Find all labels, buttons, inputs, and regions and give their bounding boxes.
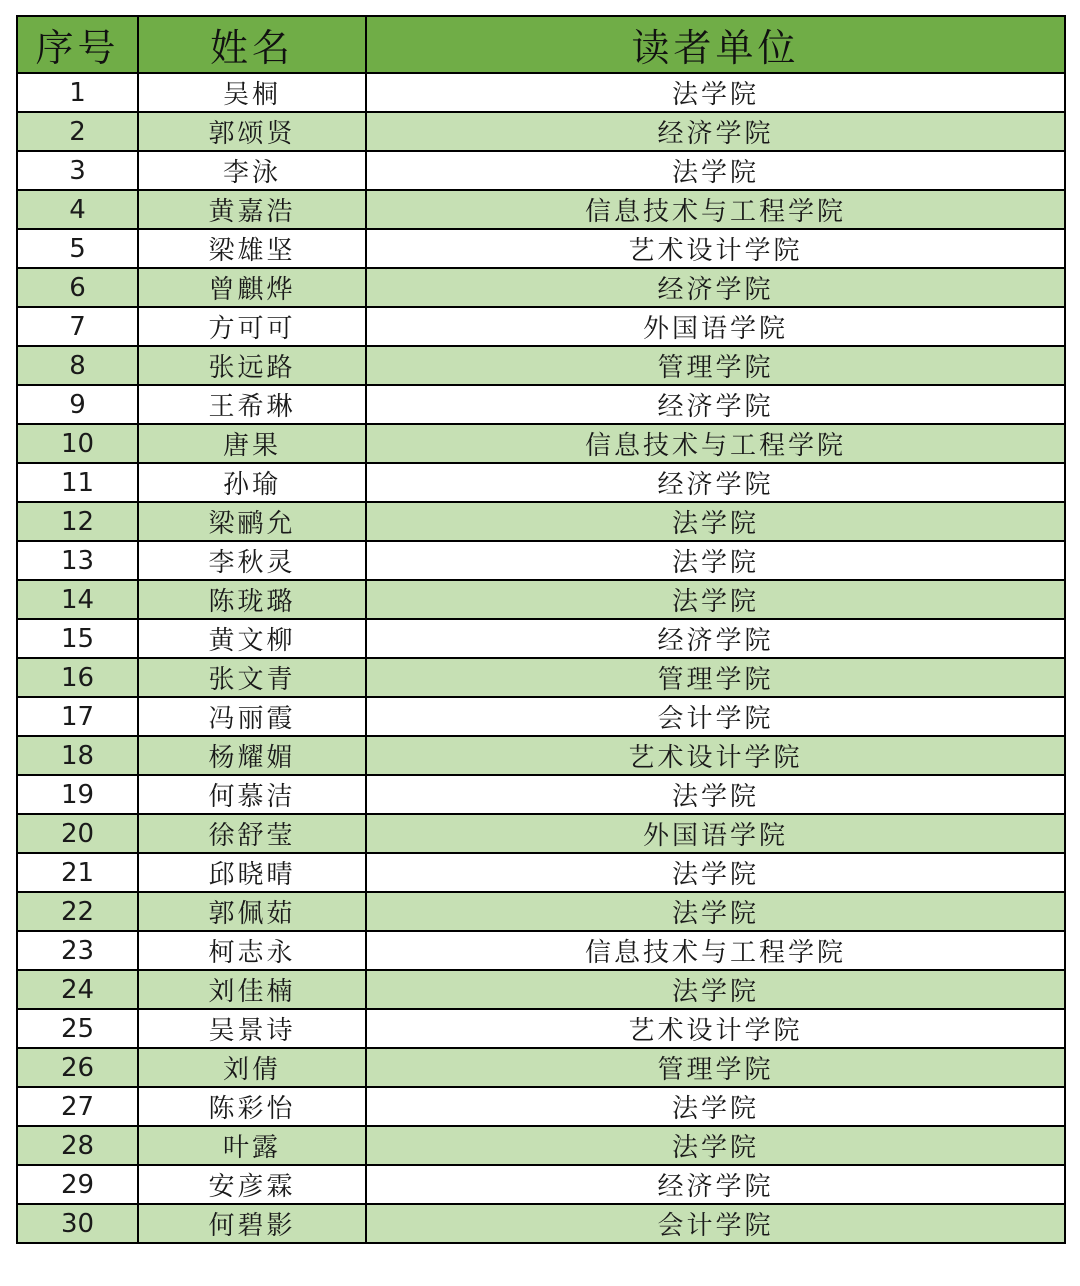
- cell-number: 2: [17, 112, 138, 151]
- cell-name: 李秋灵: [138, 541, 366, 580]
- cell-unit: 法学院: [366, 1087, 1065, 1126]
- table-row: [17, 385, 1065, 424]
- cell-name: 黄嘉浩: [138, 190, 366, 229]
- table-row: [17, 112, 1065, 151]
- cell-unit: 法学院: [366, 853, 1065, 892]
- reader-table: [16, 15, 1066, 1244]
- cell-name: 何碧影: [138, 1204, 366, 1243]
- cell-unit: 法学院: [366, 892, 1065, 931]
- table-row: [17, 1126, 1065, 1165]
- cell-name: 吴景诗: [138, 1009, 366, 1048]
- cell-number: 21: [17, 853, 138, 892]
- cell-name: 徐舒莹: [138, 814, 366, 853]
- cell-number: 7: [17, 307, 138, 346]
- cell-number: 15: [17, 619, 138, 658]
- cell-name: 陈彩怡: [138, 1087, 366, 1126]
- cell-number: 25: [17, 1009, 138, 1048]
- cell-unit: 法学院: [366, 775, 1065, 814]
- cell-number: 5: [17, 229, 138, 268]
- table-row: [17, 73, 1065, 112]
- cell-name: 郭佩茹: [138, 892, 366, 931]
- cell-unit: 经济学院: [366, 112, 1065, 151]
- cell-unit: 法学院: [366, 970, 1065, 1009]
- cell-unit: 经济学院: [366, 1165, 1065, 1204]
- table-body: [17, 73, 1065, 1243]
- table-row: [17, 619, 1065, 658]
- cell-number: 20: [17, 814, 138, 853]
- table-row: [17, 1165, 1065, 1204]
- cell-name: 陈珑璐: [138, 580, 366, 619]
- table-row: [17, 151, 1065, 190]
- cell-name: 郭颂贤: [138, 112, 366, 151]
- table-row: [17, 424, 1065, 463]
- cell-number: 13: [17, 541, 138, 580]
- cell-unit: 法学院: [366, 541, 1065, 580]
- cell-name: 安彦霖: [138, 1165, 366, 1204]
- cell-name: 梁鹂允: [138, 502, 366, 541]
- cell-number: 28: [17, 1126, 138, 1165]
- table-row: [17, 1009, 1065, 1048]
- cell-unit: 会计学院: [366, 1204, 1065, 1243]
- table-row: [17, 1087, 1065, 1126]
- cell-name: 张远路: [138, 346, 366, 385]
- table-row: [17, 502, 1065, 541]
- table-row: [17, 541, 1065, 580]
- cell-name: 张文青: [138, 658, 366, 697]
- table-row: [17, 463, 1065, 502]
- cell-name: 叶露: [138, 1126, 366, 1165]
- cell-name: 黄文柳: [138, 619, 366, 658]
- cell-unit: 艺术设计学院: [366, 229, 1065, 268]
- table-row: [17, 970, 1065, 1009]
- cell-name: 刘倩: [138, 1048, 366, 1087]
- cell-unit: 经济学院: [366, 268, 1065, 307]
- cell-name: 王希琳: [138, 385, 366, 424]
- cell-number: 19: [17, 775, 138, 814]
- cell-number: 12: [17, 502, 138, 541]
- table-row: [17, 580, 1065, 619]
- cell-number: 1: [17, 73, 138, 112]
- table-row: [17, 1048, 1065, 1087]
- cell-unit: 法学院: [366, 580, 1065, 619]
- cell-number: 27: [17, 1087, 138, 1126]
- cell-name: 方可可: [138, 307, 366, 346]
- cell-name: 柯志永: [138, 931, 366, 970]
- cell-unit: 法学院: [366, 151, 1065, 190]
- cell-number: 22: [17, 892, 138, 931]
- cell-unit: 法学院: [366, 502, 1065, 541]
- cell-number: 10: [17, 424, 138, 463]
- cell-number: 8: [17, 346, 138, 385]
- column-header-name: 姓名: [138, 16, 366, 73]
- cell-number: 17: [17, 697, 138, 736]
- cell-number: 14: [17, 580, 138, 619]
- cell-unit: 外国语学院: [366, 814, 1065, 853]
- table-row: [17, 190, 1065, 229]
- cell-number: 26: [17, 1048, 138, 1087]
- cell-name: 梁雄坚: [138, 229, 366, 268]
- cell-unit: 艺术设计学院: [366, 1009, 1065, 1048]
- table-row: [17, 775, 1065, 814]
- cell-number: 30: [17, 1204, 138, 1243]
- header-row: [17, 16, 1065, 73]
- cell-number: 16: [17, 658, 138, 697]
- table-row: [17, 307, 1065, 346]
- column-header-unit: 读者单位: [366, 16, 1065, 73]
- table-row: [17, 229, 1065, 268]
- cell-unit: 外国语学院: [366, 307, 1065, 346]
- table-row: [17, 697, 1065, 736]
- table-row: [17, 931, 1065, 970]
- cell-number: 6: [17, 268, 138, 307]
- cell-unit: 信息技术与工程学院: [366, 190, 1065, 229]
- cell-unit: 经济学院: [366, 385, 1065, 424]
- table-row: [17, 268, 1065, 307]
- table-row: [17, 814, 1065, 853]
- cell-number: 3: [17, 151, 138, 190]
- cell-name: 曾麒烨: [138, 268, 366, 307]
- table-row: [17, 853, 1065, 892]
- cell-name: 吴桐: [138, 73, 366, 112]
- table-row: [17, 736, 1065, 775]
- cell-unit: 经济学院: [366, 463, 1065, 502]
- cell-name: 冯丽霞: [138, 697, 366, 736]
- cell-name: 杨耀媚: [138, 736, 366, 775]
- column-header-number: 序号: [17, 16, 138, 73]
- cell-number: 11: [17, 463, 138, 502]
- cell-name: 李泳: [138, 151, 366, 190]
- table-row: [17, 1204, 1065, 1243]
- cell-name: 何慕洁: [138, 775, 366, 814]
- cell-unit: 管理学院: [366, 1048, 1065, 1087]
- table-row: [17, 658, 1065, 697]
- cell-number: 29: [17, 1165, 138, 1204]
- cell-unit: 经济学院: [366, 619, 1065, 658]
- cell-name: 唐果: [138, 424, 366, 463]
- cell-number: 18: [17, 736, 138, 775]
- cell-unit: 信息技术与工程学院: [366, 424, 1065, 463]
- cell-unit: 管理学院: [366, 346, 1065, 385]
- cell-name: 邱晓晴: [138, 853, 366, 892]
- table-row: [17, 892, 1065, 931]
- cell-number: 4: [17, 190, 138, 229]
- cell-number: 23: [17, 931, 138, 970]
- cell-name: 孙瑜: [138, 463, 366, 502]
- cell-number: 9: [17, 385, 138, 424]
- cell-number: 24: [17, 970, 138, 1009]
- cell-unit: 艺术设计学院: [366, 736, 1065, 775]
- cell-unit: 法学院: [366, 73, 1065, 112]
- cell-name: 刘佳楠: [138, 970, 366, 1009]
- cell-unit: 信息技术与工程学院: [366, 931, 1065, 970]
- table-row: [17, 346, 1065, 385]
- cell-unit: 会计学院: [366, 697, 1065, 736]
- cell-unit: 法学院: [366, 1126, 1065, 1165]
- cell-unit: 管理学院: [366, 658, 1065, 697]
